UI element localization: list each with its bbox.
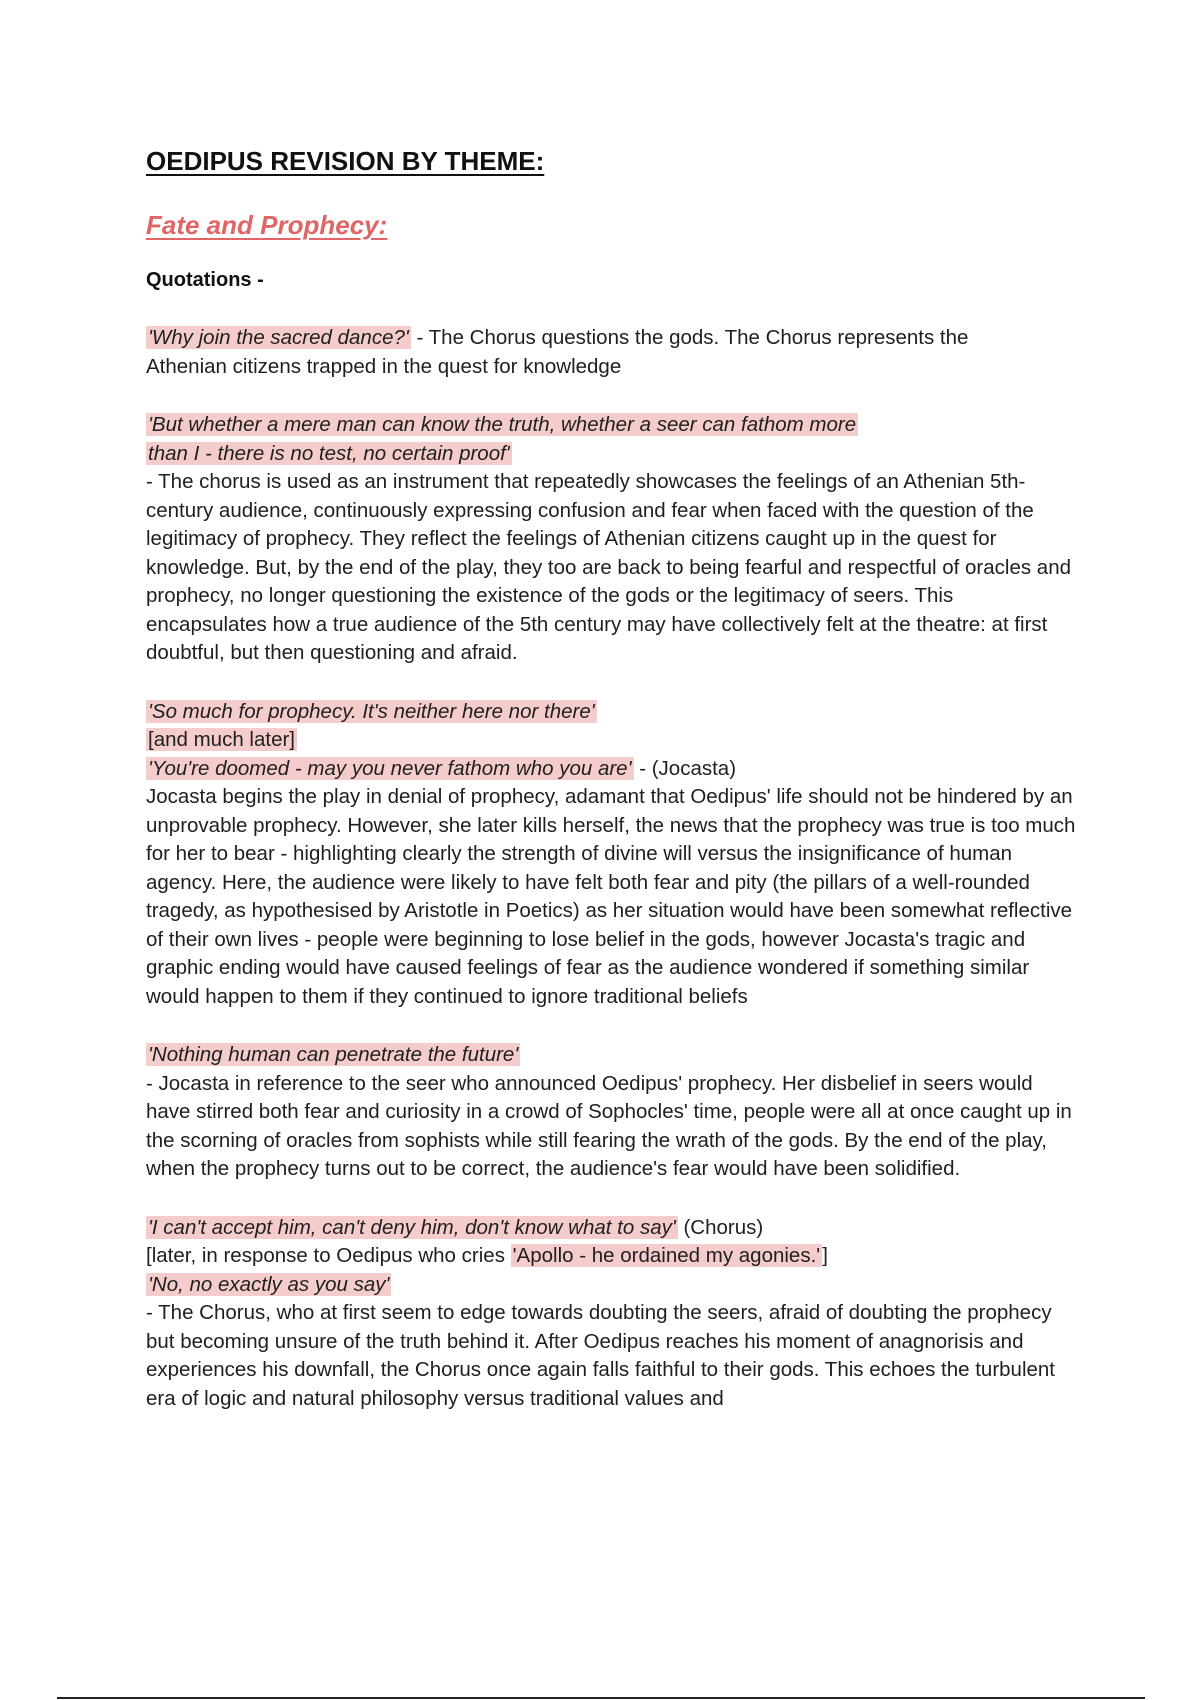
highlighted-quote: 'Why join the sacred dance?' — [148, 326, 409, 349]
bracket-note — [146, 1242, 1076, 1271]
highlighted-quote: 'Nothing human can penetrate the future' — [148, 1043, 519, 1066]
quote-attribution: (Chorus) — [677, 1215, 764, 1239]
analysis-paragraph: Jocasta begins the play in denial of prophecy, adamant that Oedipus' life should not be hindered by an unprovable prophecy. However, she later kills herself, the news that the prophecy was true is too much for her to bear - highlighting clearly the strength of divine will versus the insignificance of human agency. Here, the audience were likely to have felt both fear and pity (the pillars of a well-rounded tragedy, as hypothesised by Aristotle in Poetics) as her situation would have been somewhat reflective of their own lives - people were beginning to lose belief in the gods, however Jocasta's tragic and graphic ending would have caused feelings of fear as the audience wondered if something similar would happen to them if they continued to ignore traditional beliefs — [146, 785, 1076, 1008]
quotations-label: Quotations - — [146, 269, 264, 291]
quotation-block-1 — [146, 324, 1076, 381]
quote-line — [146, 411, 1076, 440]
quote-line — [146, 698, 1076, 727]
bracket-note — [146, 726, 1076, 755]
highlighted-quote: 'You're doomed - may you never fathom who you are' — [148, 756, 632, 780]
quote-line — [146, 1271, 1076, 1300]
analysis-paragraph: - Jocasta in reference to the seer who announced Oedipus' prophecy. Her disbelief in seers would have stirred both fear and curiosity in a crowd of Sophocles' time, people were all at once caught up in the scorning of oracles from sophists while still fearing the wrath of the gods. By the end of the play, when the prophecy turns out to be correct, the audience's fear would have been solidified. — [146, 1071, 1072, 1180]
document-title: OEDIPUS REVISION BY THEME: — [146, 146, 545, 176]
section-heading-fate-prophecy: Fate and Prophecy: — [146, 210, 388, 240]
quote-line — [146, 1214, 1076, 1243]
document-page — [146, 144, 1076, 1413]
note-prefix: [later, in response to Oedipus who cries — [146, 1244, 511, 1267]
highlighted-quote: 'But whether a mere man can know the truth, whether a seer can fathom more — [148, 413, 857, 436]
analysis-paragraph: - The Chorus, who at first seem to edge towards doubting the seers, afraid of doubting the prophecy but becoming unsure of the truth behind it. After Oedipus reaches his moment of anagnorisis and experiences his downfall, the Chorus once again falls faithful to their gods. This echoes the turbulent era of logic and natural philosophy versus traditional values and — [146, 1301, 1055, 1410]
quote-line — [146, 440, 1076, 469]
highlighted-quote: than I - there is no test, no certain proof' — [148, 441, 510, 465]
note-suffix: ] — [822, 1244, 828, 1267]
quotation-block-5 — [146, 1214, 1076, 1414]
quote-line — [146, 324, 1076, 353]
highlighted-note: [and much later] — [148, 728, 295, 751]
quotation-block-3 — [146, 698, 1076, 1012]
quotation-block-4 — [146, 1041, 1076, 1184]
quote-commentary: - The Chorus questions the gods. The Chorus represents the — [410, 326, 969, 349]
quotation-block-2 — [146, 411, 1076, 668]
quote-line — [146, 755, 1076, 784]
quote-attribution: - (Jocasta) — [633, 756, 737, 780]
analysis-paragraph: - The chorus is used as an instrument that repeatedly showcases the feelings of an Athenian 5th-century audience, continuously expressing confusion and fear when faced with the question of the legitimacy of prophecy. They reflect the feelings of Athenian citizens caught up in the quest for knowledge. But, by the end of the play, they too are back to being fearful and respectful of oracles and prophecy, no longer questioning the existence of the gods or the legitimacy of seers. This encapsulates how a true audience of the 5th century may have collectively felt at the theatre: at first doubtful, but then questioning and afraid. — [146, 470, 1071, 664]
page-footer-divider — [57, 1697, 1145, 1699]
highlighted-quote: 'No, no exactly as you say' — [148, 1272, 390, 1296]
highlighted-quote: 'So much for prophecy. It's neither here nor there' — [148, 699, 595, 723]
highlighted-quote: 'I can't accept him, can't deny him, don't know what to say' — [148, 1215, 676, 1239]
quote-line — [146, 1041, 1076, 1070]
commentary-line: Athenian citizens trapped in the quest for knowledge — [146, 354, 622, 378]
highlighted-quote: 'Apollo - he ordained my agonies.' — [512, 1244, 821, 1267]
